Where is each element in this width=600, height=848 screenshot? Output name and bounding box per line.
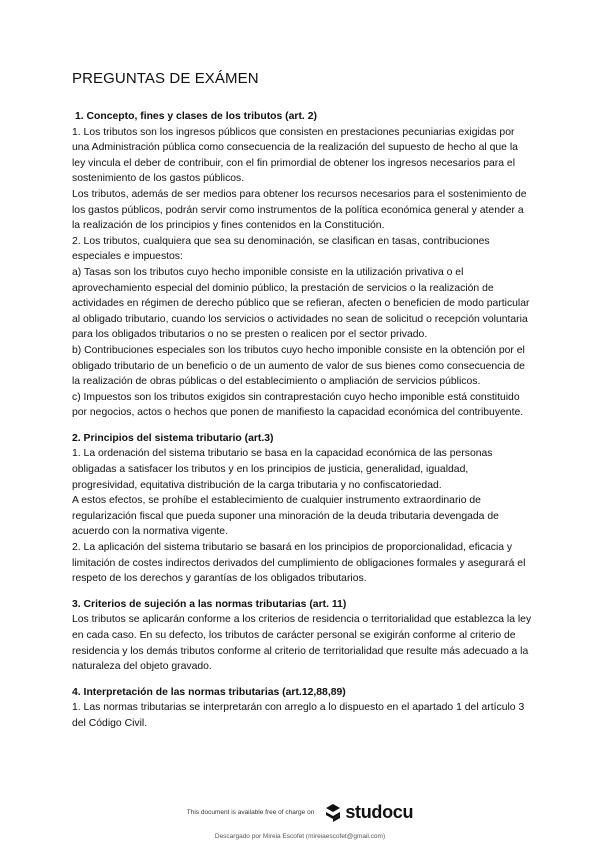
- section-concepto: [72, 109, 532, 421]
- paragraph: 2. Los tributos, cualquiera que sea su denominación, se clasifican en tasas, contribuciones especiales e impuestos:: [72, 235, 490, 263]
- paragraph: Los tributos, además de ser medios para obtener los recursos necesarios para el sostenimiento de los gastos públicos, podrán servir como instrumentos de la política económica general y atender a la realización de los principios y fines contenidos en la Constitución.: [72, 188, 527, 232]
- section-heading: 2. Principios del sistema tributario (art.3): [72, 432, 274, 444]
- paragraph: Los tributos se aplicarán conforme a los criterios de residencia o territorialidad que establezca la ley en cada caso. En su defecto, los tributos de carácter personal se exigirán conforme al criterio de residencia y los demás tributos conforme al criterio de territorialidad que resulte más adecuado a la naturaleza del objeto gravado.: [72, 614, 532, 673]
- page-footer: [0, 802, 600, 840]
- download-credit: Descargado por Mireia Escofet (mireiaescofet@gmail.com): [214, 833, 386, 840]
- paragraph: 1. Las normas tributarias se interpretarán con arreglo a lo dispuesto en el apartado 1 del artículo 3 del Código Civil.: [72, 702, 525, 729]
- section-principios: [72, 431, 532, 587]
- section-criterios: [72, 597, 532, 675]
- studocu-link[interactable]: [324, 802, 413, 823]
- paragraph: a) Tasas son los tributos cuyo hecho imponible consiste en la utilización privativa o el aprovechamiento especial del dominio público, la prestación de servicios o la realización de actividades en régimen de derecho público que se refieran, afecten o beneficien de modo particular al obligado tributario, cuando los servicios o actividades no sean de solicitud o recepción voluntaria para los obligados tributarios o no se presten o realicen por el sector privado.: [72, 266, 530, 341]
- studocu-logo-icon: [324, 803, 342, 823]
- paragraph: 1. Los tributos son los ingresos públicos que consisten en prestaciones pecuniarias exigidas por una Administración pública como consecuencia de la realización del supuesto de hecho al que la ley vincula el deber de contribuir, con el fin primordial de obtener los ingresos necesarios para el sostenimiento de los gastos públicos.: [72, 126, 518, 185]
- paragraph: b) Contribuciones especiales son los tributos cuyo hecho imponible consiste en la obtención por el obligado tributario de un beneficio o de un aumento de valor de sus bienes como consecuencia de la realización de obras públicas o del establecimiento o ampliación de servicios públicos.: [72, 344, 525, 388]
- document-title: PREGUNTAS DE EXÁMEN: [72, 70, 259, 87]
- paragraph: A estos efectos, se prohíbe el establecimiento de cualquier instrumento extraordinario de regularización fiscal que pueda suponer una minoración de la deuda tributaria devengada de acuerdo con la normativa vigente.: [72, 495, 499, 538]
- paragraph: c) Impuestos son los tributos exigidos sin contraprestación cuyo hecho imponible está constituido por negocios, actos o hechos que ponen de manifiesto la capacidad económica del contribuyente.: [72, 391, 524, 419]
- document-page: [72, 70, 532, 742]
- paragraph: 2. La aplicación del sistema tributario se basará en los principios de proporcionalidad, eficacia y limitación de costes indirectos derivados del cumplimiento de obligaciones formales y asegurará el respeto de los derechos y garantías de los obligados tributarios.: [72, 542, 526, 585]
- paragraph: 1. La ordenación del sistema tributario se basa en la capacidad económica de las personas obligadas a satisfacer los tributos y en los principios de justicia, generalidad, igualdad, progresividad, equitativa distribución de la carga tributaria y no confiscatoriedad.: [72, 448, 493, 491]
- section-heading: 3. Criterios de sujeción a las normas tributarias (art. 11): [72, 598, 347, 610]
- footer-row: [0, 802, 600, 823]
- section-heading: 4. Interpretación de las normas tributarias (art.12,88,89): [72, 686, 346, 698]
- footer-note: This document is available free of charge on: [186, 809, 315, 816]
- section-heading: 1. Concepto, fines y clases de los tributos (art. 2): [75, 111, 317, 122]
- brand-name: studocu: [345, 802, 414, 822]
- section-interpretacion: [72, 685, 532, 732]
